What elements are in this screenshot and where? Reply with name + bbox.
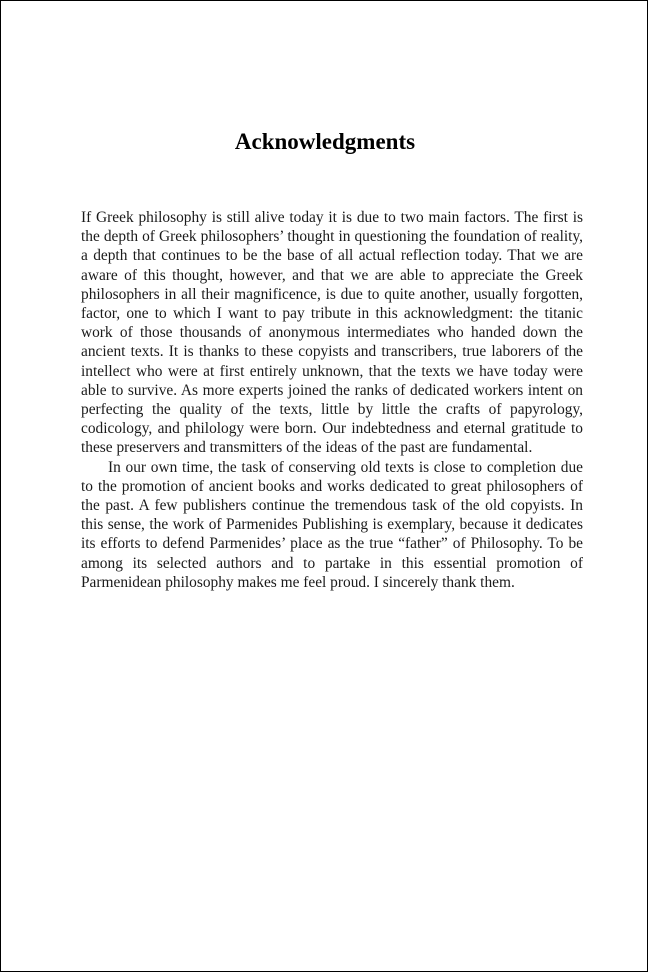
page-title: Acknowledgments xyxy=(234,129,416,154)
paragraph-2: In our own time, the task of conserving old texts is close to completion due to the promotion of ancient books and works dedicated to great philosophers of the past. A few publishers continue the tremendous task of the old copyists. In this sense, the work of Parmenides Publishing is exemplary, because it dedicates its efforts to defend Parmenides’ place as the true “father” of Philosophy. To be among its selected authors and to partake in this essential promotion of Parmenidean philosophy makes me feel proud. I sincerely thank them. xyxy=(81,458,583,591)
paragraph-1: If Greek philosophy is still alive today it is due to two main factors. The first is the depth of Greek philosophers’ thought in questioning the foundation of reality, a depth that continues to be the base of all actual reflection today. That we are aware of this thought, however, and that we are able to appreciate the Greek philosophers in all their magnificence, is due to quite another, usually forgotten, factor, one to which I want to pay tribute in this acknowledgment: the titanic work of those thousands of anonymous intermediates who handed down the ancient texts. It is thanks to these copyists and transcribers, true laborers of the intellect who were at first entirely unknown, that the texts we have today were able to survive. As more experts joined the ranks of dedicated workers intent on perfecting the quality of the texts, little by little the crafts of papyrology, codicology, and philology were born. Our indebtedness and eternal gratitude to these preservers and transmitters of the ideas of the past are fundamental. xyxy=(81,209,583,457)
body-text xyxy=(81,208,583,592)
